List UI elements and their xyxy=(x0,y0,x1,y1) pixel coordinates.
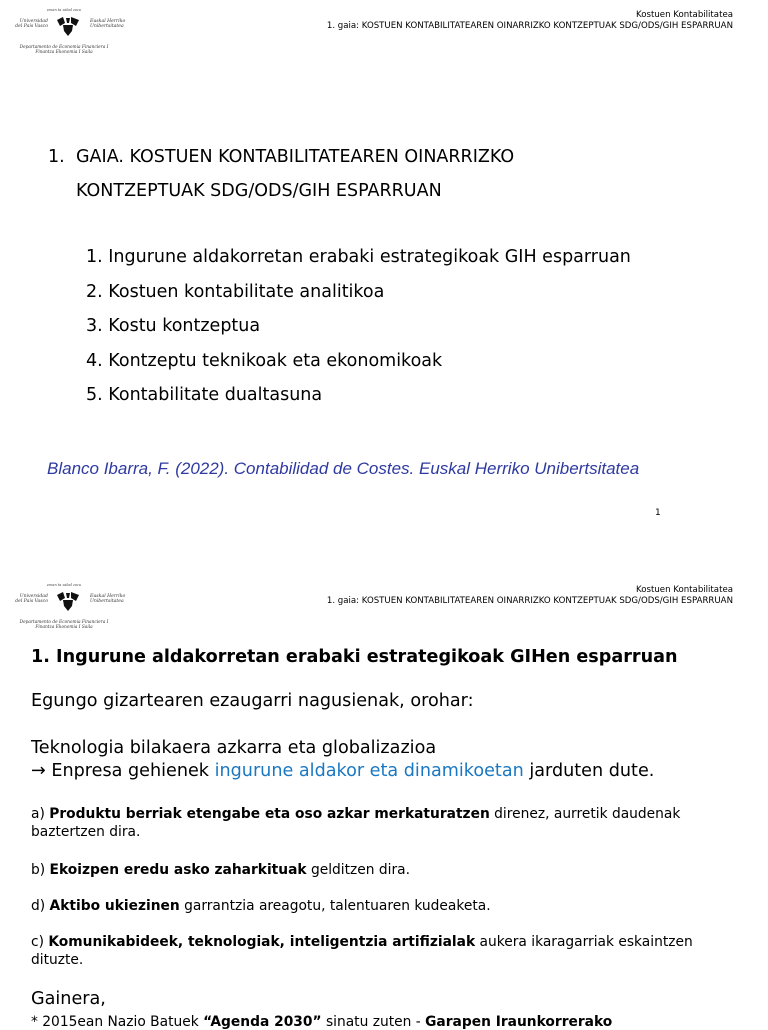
logo-name-es: Universidad del País Vasco xyxy=(15,19,48,30)
point-c: c) Komunikabideek, teknologiak, inteligentzia artifizialak aukera ikaragarriak eskaintzen dituzte. xyxy=(31,934,693,968)
logo-motto: eman ta zabal zazu xyxy=(47,583,81,587)
slide-title xyxy=(48,140,514,208)
department-name: Departamento de Economía Financiera I Finantza Ekonomia I Saila xyxy=(19,620,109,631)
agenda-line: * 2015ean Nazio Batuek “Agenda 2030” sinatu zuten - Garapen Iraunkorrerako xyxy=(31,1014,613,1030)
university-logo xyxy=(8,8,128,58)
title-number: 1. xyxy=(48,147,65,167)
university-emblem-icon xyxy=(54,14,82,38)
course-name: Kostuen Kontabilitatea xyxy=(636,585,733,595)
consequence-line: → Enpresa gehienek ingurune aldakor eta dinamikoetan jarduten dute. xyxy=(31,761,655,781)
topic-name: 1. gaia: KOSTUEN KONTABILITATEAREN OINARRIZKO KONTZEPTUAK SDG/ODS/GIH ESPARRUAN xyxy=(326,596,733,606)
tech-line: Teknologia bilakaera azkarra eta globalizazioa xyxy=(31,738,437,758)
slide-title: 1. Ingurune aldakorretan erabaki estrategikoak GIHen esparruan xyxy=(31,647,678,667)
bibliography-reference: Blanco Ibarra, F. (2022). Contabilidad de Costes. Euskal Herriko Unibertsitatea xyxy=(47,459,640,478)
university-emblem-icon xyxy=(54,589,82,613)
list-item: 5. Kontabilitate dualtasuna xyxy=(86,385,323,405)
point-a: a) Produktu berriak etengabe eta oso azkar merkaturatzen direnez, aurretik daudenak baztertzen dira. xyxy=(31,806,681,840)
intro-text: Egungo gizartearen ezaugarri nagusienak, orohar: xyxy=(31,691,474,711)
logo-motto: eman ta zabal zazu xyxy=(47,8,81,12)
course-name: Kostuen Kontabilitatea xyxy=(636,10,733,20)
gainera-text: Gainera, xyxy=(31,989,106,1009)
title-line-2: KONTZEPTUAK SDG/ODS/GIH ESPARRUAN xyxy=(76,181,442,201)
list-item: 4. Kontzeptu teknikoak eta ekonomikoak xyxy=(86,350,443,371)
logo-name-eu: Euskal Herriko Unibertsitatea xyxy=(90,19,126,30)
slide-header xyxy=(327,585,733,607)
page-number: 1 xyxy=(655,508,661,518)
topics-list xyxy=(86,241,631,414)
list-item: 1. Ingurune aldakorretan erabaki estrategikoak GIH esparruan xyxy=(86,247,631,267)
highlight-text: ingurune aldakor eta dinamikoetan xyxy=(214,761,524,781)
point-d: d) Aktibo ukiezinen garrantzia areagotu, talentuaren kudeaketa. xyxy=(31,898,491,914)
department-name: Departamento de Economía Financiera I Finantza Ekonomia I Saila xyxy=(19,45,109,56)
slide-header xyxy=(327,10,733,32)
slide-2 xyxy=(0,575,768,1030)
logo-name-es: Universidad del País Vasco xyxy=(15,594,48,605)
university-logo xyxy=(8,583,128,633)
technology-paragraph xyxy=(31,737,654,783)
list-item: 3. Kostu kontzeptua xyxy=(86,316,261,336)
point-b: b) Ekoizpen eredu asko zaharkituak gelditzen dira. xyxy=(31,862,411,878)
title-line-1: GAIA. KOSTUEN KONTABILITATEAREN OINARRIZKO xyxy=(76,147,515,167)
list-item: 2. Kostuen kontabilitate analitikoa xyxy=(86,281,385,302)
topic-name: 1. gaia: KOSTUEN KONTABILITATEAREN OINARRIZKO KONTZEPTUAK SDG/ODS/GIH ESPARRUAN xyxy=(326,21,733,31)
logo-name-eu: Euskal Herriko Unibertsitatea xyxy=(90,594,126,605)
